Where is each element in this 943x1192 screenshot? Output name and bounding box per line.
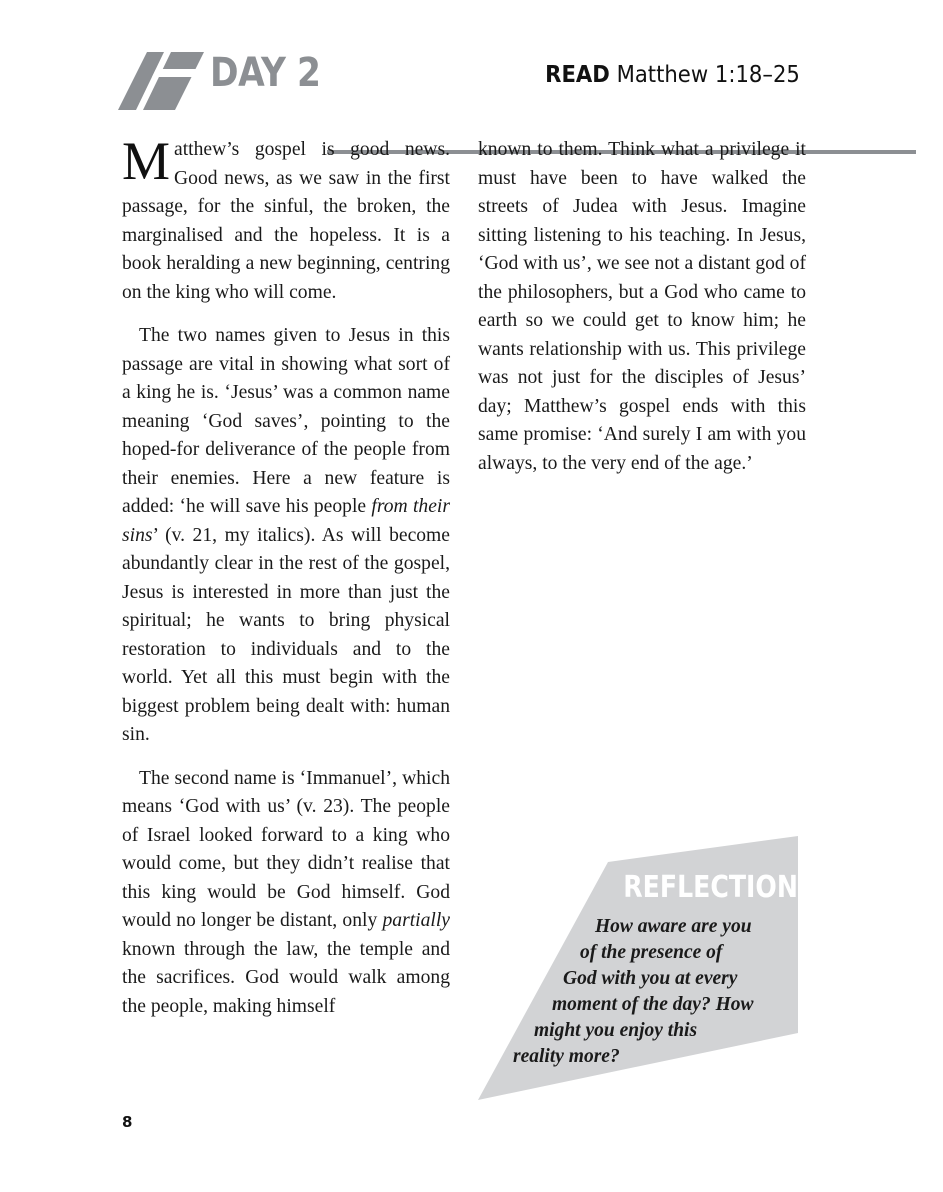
paragraph-intro [122,131,450,307]
reflection-line: God with you at every [563,968,738,989]
body-column-right [478,136,806,478]
reflection-line: of the presence of [580,942,723,963]
paragraph-two-names [122,322,450,750]
paragraph-immanuel-text-a: The second name is ‘Immanuel’, which means ‘God with us’ (v. 23). The people of Israel looked forward to a king who would come, but they didn’t realise that this king would be God himself. God would no longer be distant, only [122,767,450,931]
paragraph-two-names-italic-a: from their sins [122,496,450,546]
drop-cap: M [122,131,171,191]
paragraph-two-names-text-a: The two names given to Jesus in this passage are vital in showing what sort of a king he is. ‘Jesus’ was a common name meaning ‘God saves’, pointing to the hoped-for deliverance of the people from their enemies. Here a new feature is added: ‘he will save his people [122,325,450,517]
reflection-line: moment of the day? How [552,994,754,1015]
day-title: DAY 2 [210,50,321,96]
reflection-line: How aware are you [595,916,752,937]
paragraph-two-names-text-b: ’ (v. 21, my italics). As will become abundantly clear in the rest of the gospel, Jesus is interested in more than just the spiritual; he wants to bring physical restoration to individuals and to the world. Yet all this must begin with the biggest problem being dealt with: human sin. [122,524,450,745]
paragraph-immanuel [122,765,450,1022]
reflection-content [470,826,810,1112]
paragraph-intro-text: atthew’s gospel is good news. Good news, as we saw in the first passage, for the sinful, the broken, the marginalised and the hopeless. It is a book heralding a new beginning, centring on the king who will come. [122,139,450,303]
reflection-line: might you enjoy this [534,1020,698,1041]
page-number: 8 [122,1113,133,1131]
slanted-window-logo-icon [118,52,204,110]
paragraph-immanuel-continued [478,136,806,478]
reflection-line: reality more? [513,1046,620,1067]
paragraph-immanuel-italic-a: partially [382,910,450,931]
reflection-panel [470,826,810,1112]
scripture-reference: Matthew 1:18–25 [609,62,800,88]
reflection-heading: REFLECTION [623,870,798,905]
read-reference [545,62,800,88]
read-label-word: READ [545,62,610,88]
reflection-question [470,914,810,1070]
page-header [118,50,800,112]
body-column-left [122,131,450,1021]
paragraph-immanuel-continued-text: known to them. Think what a privilege it must have been to have walked the streets of Judea with Jesus. Imagine sitting listening to his teaching. In Jesus, ‘God with us’, we see not a distant god of the philosophers, but a God who came to earth so we could get to know him; he wants relationship with us. This privilege was not just for the disciples of Jesus’ day; Matthew’s gospel ends with this same promise: ‘And surely I am with you always, to the very end of the age.’ [478,139,806,474]
paragraph-immanuel-text-b: known through the law, the temple and the sacrifices. God would walk among the people, making himself [122,938,450,1017]
